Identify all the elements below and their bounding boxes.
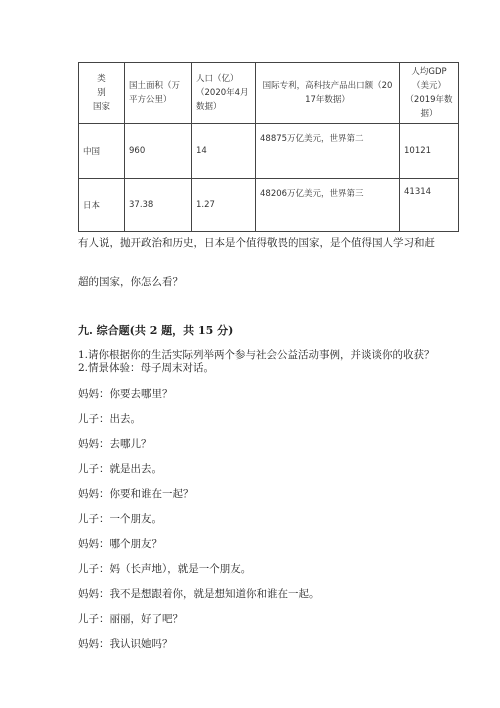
dialogue-line: 儿子：妈（长声地），就是一个朋友。: [78, 563, 252, 575]
dialogue-line: 妈妈：你要和谁在一起？: [78, 488, 194, 500]
dialogue-line: 儿子：丽丽，好了吧？: [78, 613, 183, 625]
paragraph-line-1: 有人说，抛开政治和历史，日本是个值得敬畏的国家，是个值得国人学习和赶: [78, 237, 435, 249]
paragraph-line-2: 超的国家，你怎么看？: [78, 276, 183, 288]
dialogue-line: 儿子：出去。: [78, 413, 141, 425]
question-2: 2.情景体验：母子周末对话。: [78, 362, 215, 374]
table-cell: 10121: [400, 124, 459, 179]
dialogue-line: 儿子：就是出去。: [78, 463, 162, 475]
header-gdp: 人均GDP（美元） （2019年数据）: [400, 63, 459, 124]
table-cell: 37.38: [125, 179, 192, 232]
header-area: 国土面积（万 平方公里）: [125, 63, 192, 124]
header-category: 类 别 国家: [79, 63, 125, 124]
table-cell: 48206万亿美元，世界第三: [256, 179, 400, 232]
table-cell: 960: [125, 124, 192, 179]
header-patents: 国际专利，高科技产品出口额（20 17年数据）: [256, 63, 400, 124]
table-cell: 1.27: [192, 179, 256, 232]
table-cell: 48875万亿美元，世界第二: [256, 124, 400, 179]
table-cell: 14: [192, 124, 256, 179]
table-cell: 中国: [79, 124, 125, 179]
dialogue-line: 妈妈：哪个朋友？: [78, 538, 162, 550]
table-row: [79, 124, 459, 179]
dialogue-line: 妈妈：你要去哪里？: [78, 388, 173, 400]
question-1: 1.请你根据你的生活实际列举两个参与社会公益活动事例，并谈谈你的收获？: [78, 349, 435, 361]
comparison-table: [78, 62, 459, 232]
dialogue-line: 妈妈：去哪儿？: [78, 438, 152, 450]
table-cell: 日本: [79, 179, 125, 232]
table-row: [79, 179, 459, 232]
dialogue-line: 儿子：一个朋友。: [78, 513, 162, 525]
dialogue-line: 妈妈：我不是想跟着你，就是想知道你和谁在一起。: [78, 588, 320, 600]
table-cell: 41314: [400, 179, 459, 232]
section-title: 九. 综合题(共 2 题，共 15 分): [78, 324, 234, 337]
header-population: 人口（亿） （2020年4月 数据）: [192, 63, 256, 124]
dialogue-line: 妈妈：我认识她吗？: [78, 638, 173, 650]
table-header-row: [79, 63, 459, 124]
